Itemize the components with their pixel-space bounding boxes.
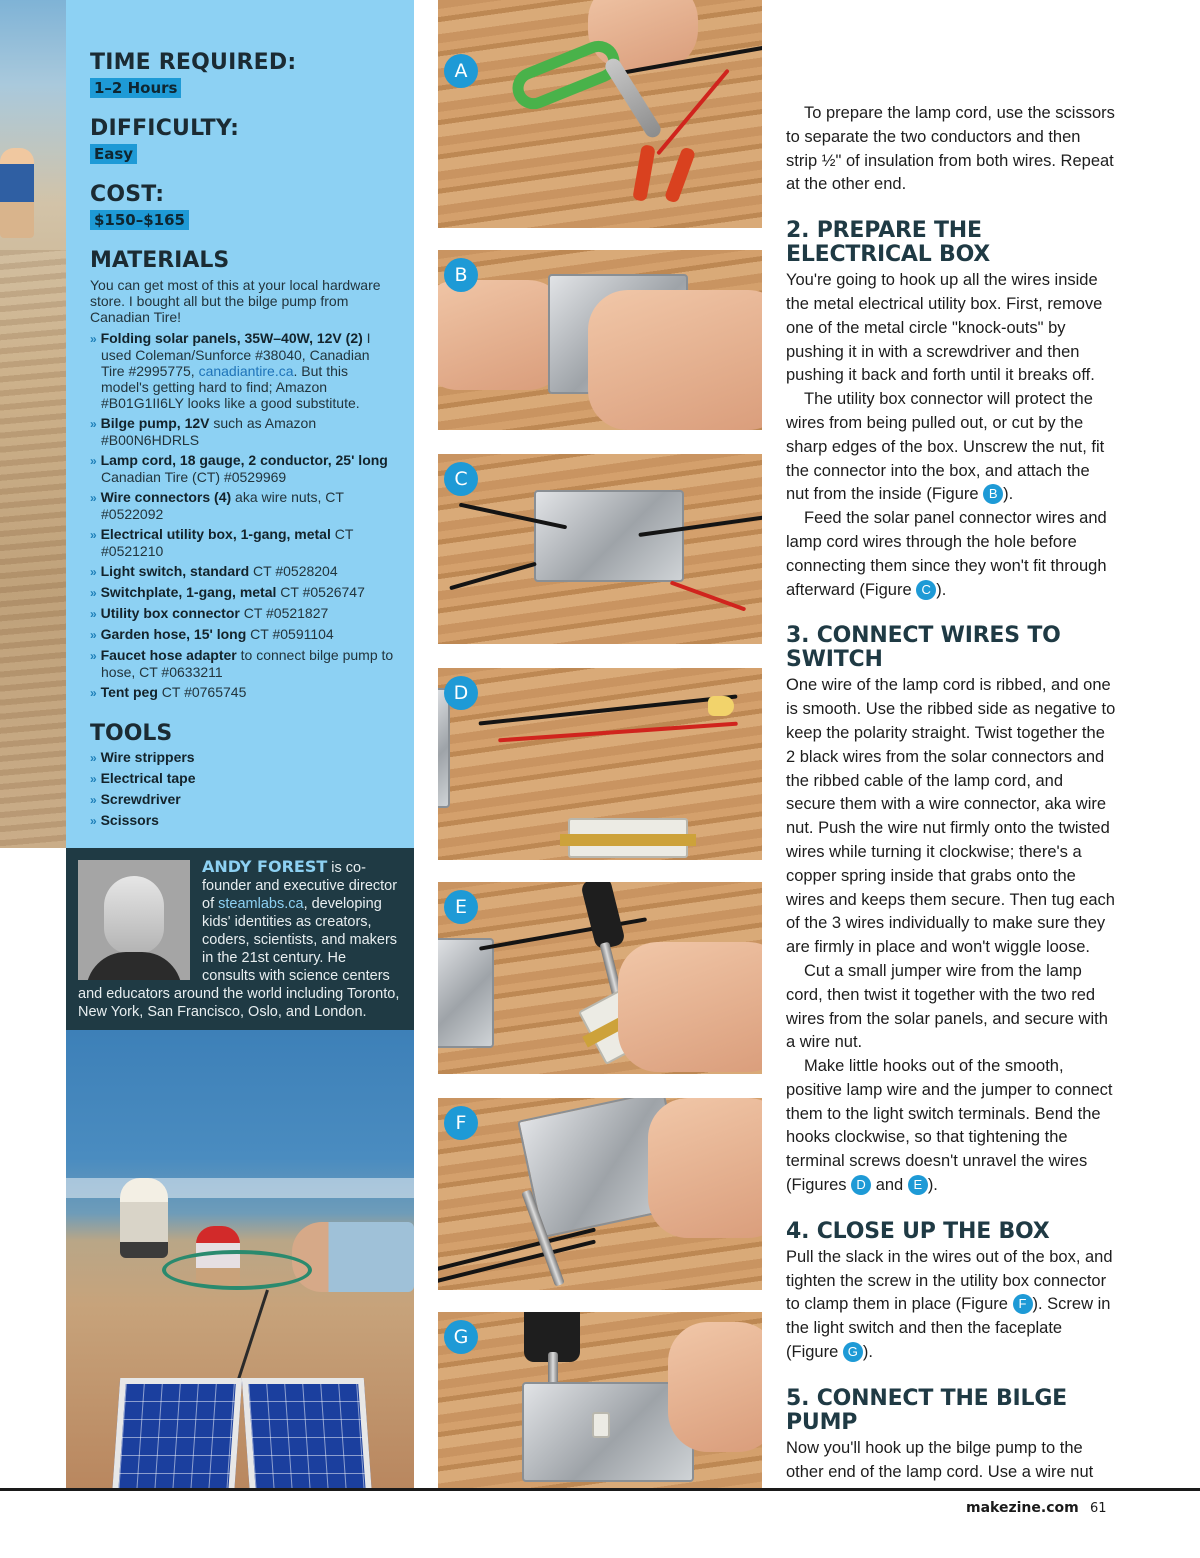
step-4-heading: 4. CLOSE UP THE BOX: [786, 1218, 1050, 1244]
figure-badge-e: E: [444, 890, 478, 924]
text-run: ).: [862, 1343, 873, 1362]
figure-c: [438, 454, 762, 644]
beach-edge-photo: [0, 0, 66, 848]
tool-name: Electrical tape: [100, 770, 196, 786]
tool-name: Wire strippers: [100, 749, 195, 765]
material-link[interactable]: canadiantire.ca: [198, 363, 294, 379]
text-run: ).: [1003, 485, 1014, 504]
cost-label: COST:: [90, 182, 165, 207]
tool-name: Scissors: [100, 812, 159, 828]
material-name: Lamp cord, 18 gauge, 2 conductor, 25' long: [100, 452, 388, 468]
alligator-clip: [632, 144, 656, 202]
author-bio: [66, 848, 414, 1030]
scissors: [506, 35, 626, 116]
chevron-icon: »: [90, 628, 97, 642]
chevron-icon: »: [90, 332, 97, 346]
tool-name: Screwdriver: [100, 791, 181, 807]
chevron-icon: »: [90, 586, 97, 600]
figure-b: [438, 250, 762, 430]
electrical-box: [438, 938, 494, 1048]
figure-d: [438, 668, 762, 860]
step-2-paragraph-1: You're going to hook up all the wires inside the metal electrical utility box. First, remove one of the metal circle "knock-outs" by pushing it in with a screwdriver and then pushing it back and forth until it breaks off.: [786, 271, 1103, 385]
difficulty-label: DIFFICULTY:: [90, 116, 240, 141]
figure-badge-c: C: [444, 462, 478, 496]
material-item: [90, 452, 394, 485]
author-link[interactable]: steamlabs.ca: [218, 896, 304, 912]
material-item: [90, 526, 394, 559]
time-required-block: [90, 50, 394, 98]
article-column: [786, 102, 1116, 1484]
hand: [668, 1322, 762, 1452]
time-required-value: 1–2 Hours: [90, 78, 181, 98]
text-run: ). Screw in the light switch and then the faceplate (Figure: [786, 1295, 1111, 1362]
light-switch: [568, 818, 688, 858]
solar-panel-left: [112, 1378, 242, 1488]
step-3-paragraph-3: [786, 1055, 1116, 1198]
material-item: [90, 330, 394, 411]
figure-ref-c: C: [916, 580, 936, 600]
text-run: Feed the solar panel connector wires and lamp cord wires through the hole before connecting them since they won't fit through afterward (Figure: [786, 509, 1107, 599]
step-2-heading: 2. PREPARE THE ELECTRICAL BOX: [786, 218, 991, 268]
figure-ref-g: G: [843, 1342, 863, 1362]
material-item: [90, 489, 394, 522]
material-name: Light switch, standard: [100, 563, 250, 579]
material-name: Tent peg: [100, 684, 158, 700]
red-wire: [656, 69, 730, 156]
screwdriver-handle: [580, 882, 626, 951]
text-run: ).: [927, 1176, 938, 1195]
author-bio-part1: is co-founder and executive director of: [202, 860, 398, 912]
footer-rule: [0, 1488, 1200, 1491]
black-wire: [438, 1227, 596, 1272]
figure-badge-d: D: [444, 676, 478, 710]
difficulty-block: [90, 116, 394, 164]
difficulty-value: Easy: [90, 144, 137, 164]
tool-item: [90, 747, 394, 768]
material-item: [90, 584, 394, 601]
chevron-icon: »: [90, 686, 97, 700]
chevron-icon: »: [90, 793, 97, 807]
cost-value: $150–$165: [90, 210, 189, 230]
author-bio-part2: , developing kids' identities as creators, coders, scientists, and makers in the 21st century. He consults with science centers and educators around the world including Toronto, New York, San Francisco, Oslo, and London.: [78, 896, 400, 1020]
step-2-paragraph-3: [786, 507, 1116, 602]
material-item: [90, 684, 394, 701]
hand: [648, 1098, 762, 1238]
material-desc: aka wire nuts, CT #0522092: [101, 489, 344, 522]
child-figure: [0, 148, 34, 238]
figure-g: [438, 1312, 762, 1488]
material-name: Garden hose, 15' long: [100, 626, 247, 642]
author-face: [104, 876, 164, 954]
figure-a: [438, 0, 762, 228]
material-desc: CT #0528204: [249, 563, 338, 579]
intro-paragraph: To prepare the lamp cord, use the scissors to separate the two conductors and then strip ½" of insulation from both wires. Repeat at the other end.: [786, 104, 1115, 194]
chevron-icon: »: [90, 772, 97, 786]
author-photo: [78, 860, 190, 980]
project-sidebar: [66, 0, 414, 848]
material-name: Electrical utility box, 1-gang, metal: [100, 526, 331, 542]
switch-toggle: [592, 1412, 610, 1438]
solar-panel-right: [242, 1378, 372, 1488]
chevron-icon: »: [90, 565, 97, 579]
figure-e: [438, 882, 762, 1074]
tool-item: [90, 810, 394, 831]
electrical-box-edge: [438, 688, 450, 808]
page-number: 61: [1090, 1501, 1107, 1516]
alligator-clip: [664, 146, 696, 203]
beach-photo: [66, 1030, 414, 1488]
figure-ref-f: F: [1013, 1294, 1033, 1314]
material-item: [90, 605, 394, 622]
reclining-person-figure: [292, 1222, 414, 1292]
material-item: [90, 647, 394, 680]
material-item: [90, 563, 394, 580]
material-desc: CT #0591104: [246, 626, 334, 642]
figure-f: [438, 1098, 762, 1290]
step-3-paragraph-1: One wire of the lamp cord is ribbed, and one is smooth. Use the ribbed side as negative to keep the polarity straight. Twist together the 2 black wires from the solar connectors and the ribbed cable of the lamp cord, and secure them with a wire connector, aka wire nut. Push the wire nut firmly onto the twisted wires while turning it clockwise; there's a copper spring inside that grabs onto the wires and keeps them secure. Then tug each of the 3 wires individually to make sure they are firmly in place and won't wiggle loose.: [786, 676, 1116, 957]
adult-figure: [120, 1178, 168, 1258]
hand: [588, 290, 762, 430]
figure-badge-b: B: [444, 258, 478, 292]
figure-ref-b: B: [983, 484, 1003, 504]
hand: [618, 942, 762, 1072]
text-run: ).: [936, 580, 947, 599]
garden-hose: [162, 1250, 312, 1290]
figure-ref-d: D: [851, 1175, 871, 1195]
cost-block: [90, 182, 394, 230]
wave: [66, 1178, 414, 1198]
materials-intro: You can get most of this at your local hardware store. I bought all but the bilge pump from Canadian Tire!: [90, 277, 381, 325]
wire-nut: [708, 696, 734, 716]
tool-item: [90, 789, 394, 810]
material-desc: to connect bilge pump to hose, CT #0633211: [101, 647, 394, 680]
text-run: and: [871, 1176, 908, 1195]
material-name: Wire connectors (4): [100, 489, 232, 505]
material-desc: CT #0521827: [239, 605, 329, 621]
sand-texture: [0, 250, 66, 848]
material-desc-tail: . But this model's getting hard to find; Amazon #B01G1II6LY looks like a good substitute.: [101, 363, 360, 411]
material-desc: such as Amazon #B00N6HDRLS: [101, 415, 317, 448]
material-desc: CT #0526747: [276, 584, 365, 600]
material-desc: Canadian Tire (CT) #0529969: [101, 469, 287, 485]
tools-heading: TOOLS: [90, 721, 173, 746]
material-name: Utility box connector: [100, 605, 240, 621]
chevron-icon: »: [90, 751, 97, 765]
step-5-paragraph-1: Now you'll hook up the bilge pump to the other end of the lamp cord. Use a wire nut: [786, 1438, 1094, 1481]
material-item: [90, 626, 394, 643]
text-run: The utility box connector will protect the wires from being pulled out, or cut by the sharp edges of the box. Unscrew the nut, fit the connector into the box, and attach the nut from the inside (Figure: [786, 390, 1105, 504]
chevron-icon: »: [90, 528, 97, 542]
step-3-paragraph-2: Cut a small jumper wire from the lamp cord, then twist it together with the two red wires from the solar panels, and secure with a wire nut.: [786, 961, 1108, 1052]
black-wire: [449, 562, 537, 591]
chevron-icon: »: [90, 454, 97, 468]
material-desc: I used Coleman/Sunforce #38040, Canadian Tire #2995775,: [101, 330, 371, 379]
step-3-heading: 3. CONNECT WIRES TO SWITCH: [786, 623, 1061, 673]
material-item: [90, 415, 394, 448]
material-desc: CT #0765745: [157, 684, 247, 700]
material-desc: CT #0521210: [101, 526, 354, 559]
chevron-icon: »: [90, 649, 97, 663]
tools-list: [90, 747, 394, 831]
figure-badge-a: A: [444, 54, 478, 88]
author-name: ANDY FOREST: [202, 857, 328, 876]
author-shirt: [86, 952, 182, 980]
red-wire: [670, 580, 747, 611]
text-run: Pull the slack in the wires out of the box, and tighten the screw in the utility box connector to clamp them in place (Figure: [786, 1247, 1113, 1314]
step-4-paragraph-1: [786, 1246, 1116, 1365]
red-wire: [498, 722, 738, 743]
materials-list: [90, 330, 394, 701]
material-name: Folding solar panels, 35W–40W, 12V (2): [100, 330, 363, 346]
electrical-box: [534, 490, 684, 582]
step-2-paragraph-2: [786, 388, 1116, 507]
text-run: Make little hooks out of the smooth, positive lamp wire and the jumper to connect them to the light switch terminals. Bend the hooks clockwise, so that tightening the terminal screws doesn't unravel the wires (Figures: [786, 1057, 1113, 1195]
chevron-icon: »: [90, 607, 97, 621]
figure-badge-g: G: [444, 1320, 478, 1354]
material-name: Faucet hose adapter: [100, 647, 237, 663]
materials-heading: MATERIALS: [90, 248, 230, 273]
tool-item: [90, 768, 394, 789]
chevron-icon: »: [90, 417, 97, 431]
chevron-icon: »: [90, 491, 97, 505]
time-required-label: TIME REQUIRED:: [90, 50, 297, 75]
step-5-heading: 5. CONNECT THE BILGE PUMP: [786, 1385, 1068, 1435]
black-wire: [479, 694, 738, 725]
chevron-icon: »: [90, 814, 97, 828]
material-name: Switchplate, 1-gang, metal: [100, 584, 277, 600]
figure-ref-e: E: [908, 1175, 928, 1195]
figure-badge-f: F: [444, 1106, 478, 1140]
footer-site[interactable]: makezine.com: [966, 1500, 1079, 1516]
material-name: Bilge pump, 12V: [100, 415, 210, 431]
